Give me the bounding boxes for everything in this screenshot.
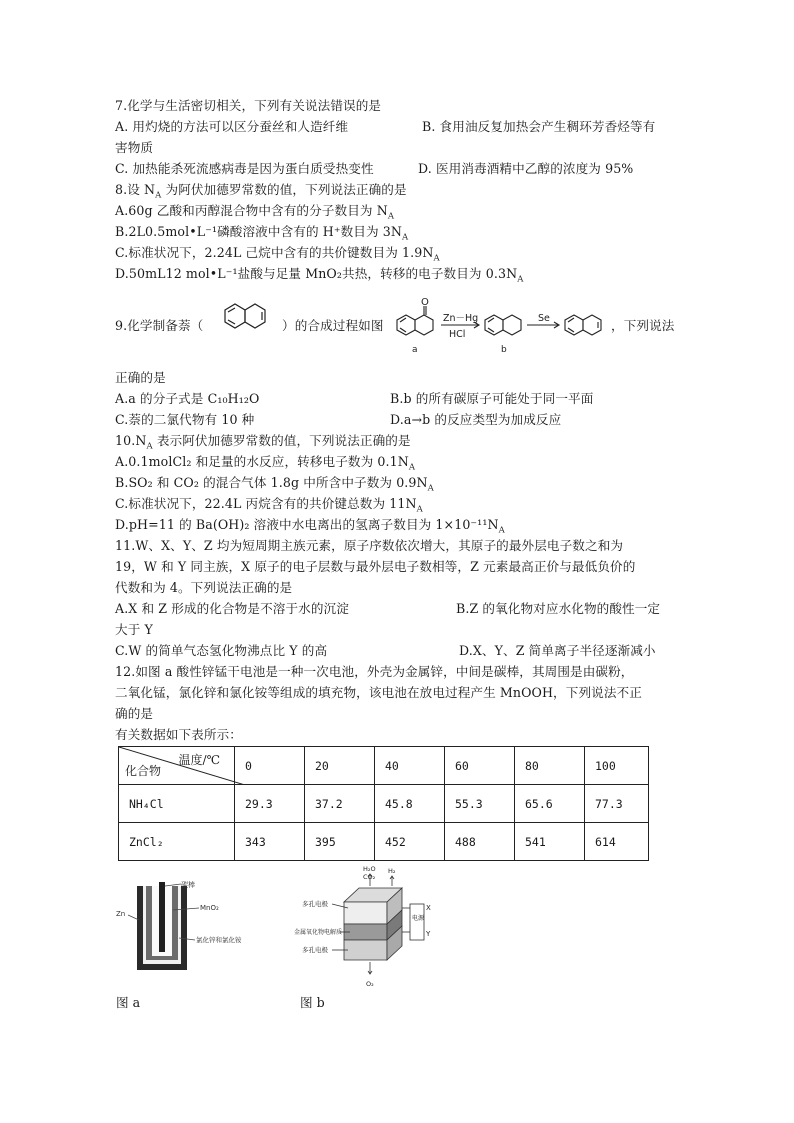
table-cell: 541 <box>515 823 585 861</box>
table-header-cell: 40 <box>375 747 445 785</box>
q7-option-a: A. 用灼烧的方法可以区分蚕丝和人造纤维 <box>115 119 349 134</box>
table-cell: 343 <box>235 823 305 861</box>
figure-b-electrolysis-cell <box>292 866 442 990</box>
table-row <box>119 785 649 823</box>
label-filler: 氯化锌和氯化铵 <box>196 936 242 944</box>
label-carbon-rod: 碳棒 <box>181 881 195 889</box>
q7-option-c: C. 加热能杀死流感病毒是因为蛋白质受热变性 <box>115 161 374 176</box>
q9-stem-part3: ，下列说法 <box>611 318 675 333</box>
q9-stem-part4: 正确的是 <box>115 370 166 385</box>
table-row-label: ZnCl₂ <box>119 823 235 861</box>
table-row-label: NH₄Cl <box>119 785 235 823</box>
naphthalene-product-structure <box>565 315 601 335</box>
label-electrolyte: 金属氧化物电解质 <box>294 929 343 936</box>
q10-option-d: D.pH=11 的 Ba(OH)₂ 溶液中水电离出的氢离子数目为 $1\times 10^{-11}N_A$ <box>115 517 505 536</box>
q9-synthesis-scheme <box>393 296 611 358</box>
table-header-row <box>119 747 649 785</box>
table-header-cell: 100 <box>585 747 649 785</box>
top-electrode-layer <box>344 902 387 924</box>
label-top-electrode: 多孔电极 <box>302 900 328 908</box>
table-cell: 452 <box>375 823 445 861</box>
label-y: Y <box>426 930 431 938</box>
table-header-cell: 20 <box>305 747 375 785</box>
compound-b-label: b <box>501 345 507 355</box>
q9-stem-part1: 9.化学制备萘（ <box>115 318 204 333</box>
q11-option-d: D.X、Y、Z 简单离子半径逐渐减小 <box>459 643 656 658</box>
label-co2: CO₂ <box>363 873 376 881</box>
q11-stem-line1: 11.W、X、Y、Z 均为短周期主族元素，原子序数依次增大，其原子的最外层电子数之和为 <box>115 538 624 553</box>
q7-stem: 7.化学与生活密切相关，下列有关说法错误的是 <box>115 98 382 113</box>
q9-option-b: B.b 的所有碳原子可能处于同一平面 <box>390 391 594 406</box>
table-row <box>119 823 649 861</box>
reagent-se: Se <box>538 313 550 324</box>
q12-stem-line2: 二氧化锰，氯化锌和氯化铵等组成的填充物，该电池在放电过程产生 MnOOH，下列说法不正 <box>115 685 642 700</box>
q12-stem-line3: 确的是 <box>115 706 154 721</box>
q8-option-d: D.50mL12 mol•L⁻¹盐酸与足量 MnO₂共热，转移的电子数目为 $0.3N_A$ <box>115 266 524 285</box>
table-cell: 77.3 <box>585 785 649 823</box>
q11-stem-line3: 代数和为 4。下列说法正确的是 <box>115 580 293 595</box>
bottom-electrode-layer <box>344 940 387 960</box>
figure-b-caption: 图 b <box>300 995 325 1010</box>
table-cell: 29.3 <box>235 785 305 823</box>
label-x: X <box>426 904 431 912</box>
compound-a-structure <box>397 306 433 335</box>
table-cell: 37.2 <box>305 785 375 823</box>
q10-option-a: A.0.1molCl₂ 和足量的水反应，转移电子数为 $0.1N_A$ <box>115 454 416 473</box>
header-compound: 化合物 <box>125 764 162 778</box>
compound-a-label: a <box>412 345 418 355</box>
q11-stem-line2: 19，W 和 Y 同主族，X 原子的电子层数与最外层电子数相等，Z 元素最高正价与最低负价的 <box>115 559 636 574</box>
label-bottom-electrode: 多孔电极 <box>302 946 328 954</box>
electrolyte-layer <box>344 924 387 940</box>
label-mno2: MnO₂ <box>200 904 219 912</box>
naphthalene-structure <box>212 300 274 344</box>
q9-option-d: D.a→b 的反应类型为加成反应 <box>390 412 562 427</box>
q8-option-a: A.60g 乙酸和丙醇混合物中含有的分子数目为 $N_A$ <box>115 203 395 222</box>
solubility-table <box>118 746 649 861</box>
compound-b-structure <box>485 315 521 335</box>
table-cell: 614 <box>585 823 649 861</box>
q9-option-a: A.a 的分子式是 C₁₀H₁₂O <box>115 391 260 406</box>
figure-a-caption: 图 a <box>116 995 141 1010</box>
table-header-cell: 80 <box>515 747 585 785</box>
figure-a-dry-cell <box>115 880 275 975</box>
q8-stem: 8.设 $N_A$ 为阿伏加德罗常数的值，下列说法正确的是 <box>115 182 407 201</box>
carbon-rod <box>159 882 165 952</box>
q8-option-b: B.2L0.5mol•L⁻¹磷酸溶液中含有的 H⁺数目为 $3N_A$ <box>115 224 409 243</box>
q7-option-b-cont: 害物质 <box>115 140 154 155</box>
table-cell: 45.8 <box>375 785 445 823</box>
header-temperature: 温度/℃ <box>178 753 220 767</box>
q10-option-b: B.SO₂ 和 CO₂ 的混合气体 1.8g 中所含中子数为 $0.9N_A$ <box>115 475 434 494</box>
table-corner-cell <box>119 747 235 785</box>
q8-option-c: C.标准状况下，2.24L 己烷中含有的共价键数目为 $1.9N_A$ <box>115 245 440 264</box>
svg-text:O: O <box>421 297 429 308</box>
q9-stem-part2: ）的合成过程如图 <box>282 318 384 333</box>
label-h2o: H₂O <box>363 866 376 873</box>
table-header-cell: 0 <box>235 747 305 785</box>
q10-stem: $10.N_A$ 表示阿伏加德罗常数的值，下列说法正确的是 <box>115 433 411 452</box>
table-header-cell: 60 <box>445 747 515 785</box>
q9-option-c: C.萘的二氯代物有 10 种 <box>115 412 255 427</box>
q7-option-d: D. 医用消毒酒精中乙醇的浓度为 95% <box>418 161 634 176</box>
power-source <box>410 904 424 940</box>
q12-table-intro: 有关数据如下表所示： <box>115 727 242 742</box>
table-cell: 65.6 <box>515 785 585 823</box>
q11-option-b-cont: 大于 Y <box>115 622 153 637</box>
label-h2: H₂ <box>388 867 396 875</box>
reagent-hcl: HCl <box>449 329 466 340</box>
q10-option-c: C.标准状况下，22.4L 丙烷含有的共价键总数为 $11N_A$ <box>115 496 423 515</box>
label-o2: O₂ <box>366 980 374 988</box>
q11-option-c: C.W 的简单气态氢化物沸点比 Y 的高 <box>115 643 328 658</box>
table-cell: 488 <box>445 823 515 861</box>
reagent-zn-hg: Zn－Hg <box>443 313 479 324</box>
q12-stem-line1: 12.如图 a 酸性锌锰干电池是一种一次电池，外壳为金属锌，中间是碳棒，其周围是由碳粉， <box>115 664 634 679</box>
q11-option-a: A.X 和 Z 形成的化合物是不溶于水的沉淀 <box>115 601 349 616</box>
label-power-source: 电源 <box>412 915 425 922</box>
q7-option-b: B. 食用油反复加热会产生稠环芳香烃等有 <box>422 119 656 134</box>
table-cell: 55.3 <box>445 785 515 823</box>
label-zn: Zn <box>116 910 126 918</box>
table-cell: 395 <box>305 823 375 861</box>
q11-option-b: B.Z 的氧化物对应水化物的酸性一定 <box>456 601 661 616</box>
